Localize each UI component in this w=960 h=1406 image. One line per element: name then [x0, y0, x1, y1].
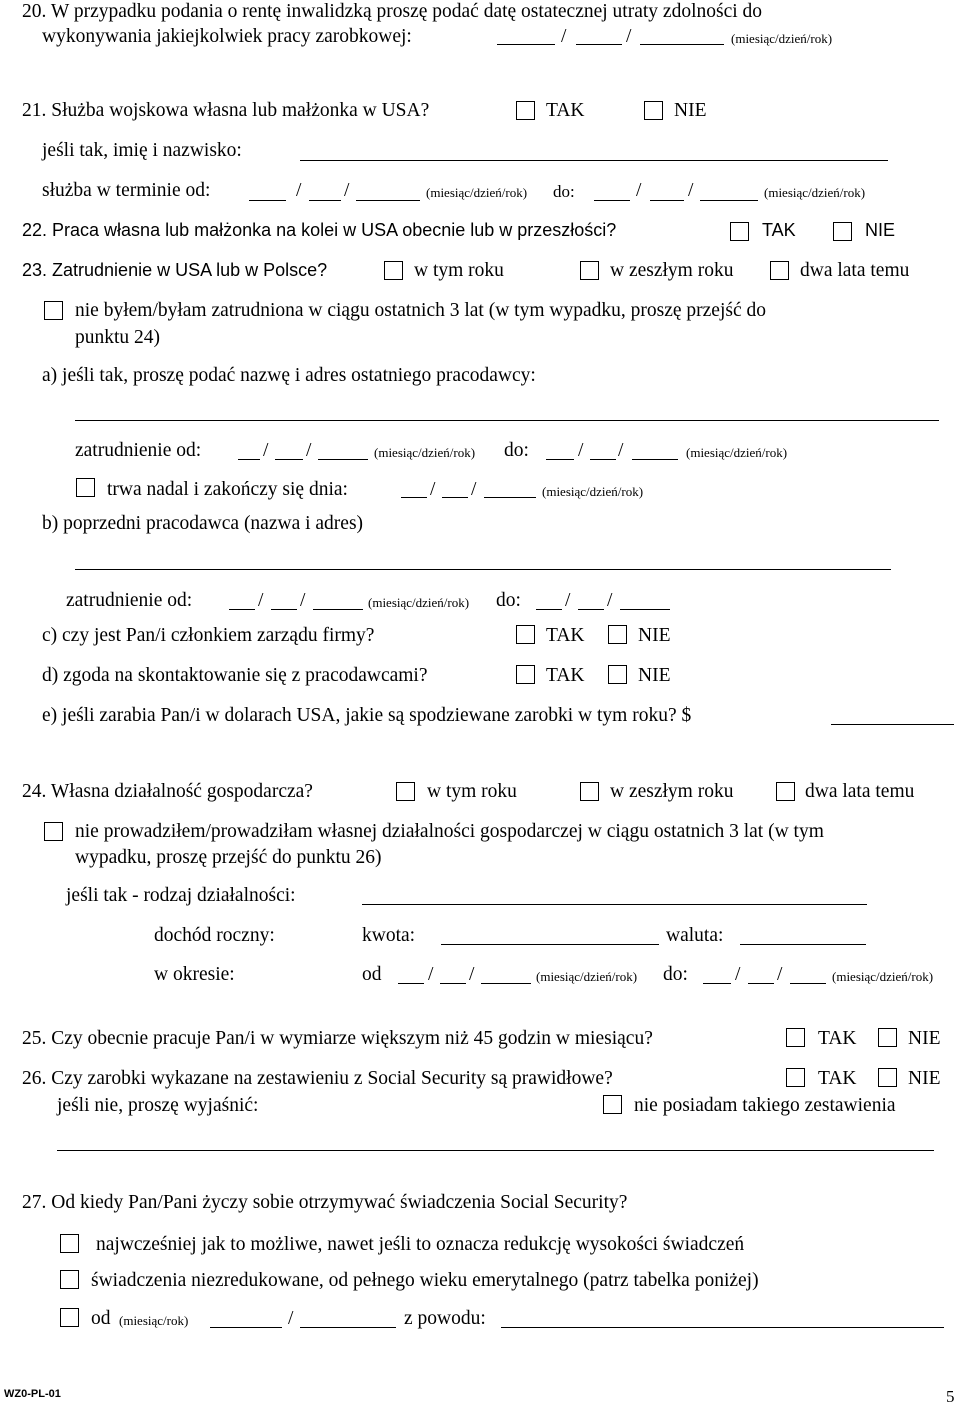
q27-opt1-checkbox[interactable]	[60, 1234, 79, 1253]
slash: /	[578, 440, 584, 461]
q21-to-year[interactable]	[700, 200, 758, 201]
q24-type-field[interactable]	[362, 904, 867, 905]
q24-this-year-label: w tym roku	[427, 781, 517, 802]
q26-nie-label: NIE	[908, 1068, 941, 1089]
q23-b-label: b) poprzedni pracodawca (nazwa i adres)	[42, 513, 364, 534]
slash: /	[618, 440, 624, 461]
q24-to-year[interactable]	[790, 983, 826, 984]
q24-period-label: w okresie:	[154, 964, 235, 985]
q23-a-from-day[interactable]	[275, 459, 303, 460]
slash: /	[636, 180, 642, 201]
q25-nie-label: NIE	[908, 1028, 941, 1049]
slash: /	[428, 964, 434, 985]
q23-d-tak-checkbox[interactable]	[516, 665, 535, 684]
q21-do-label: do:	[553, 182, 575, 201]
q23-d-nie-label: NIE	[638, 665, 671, 686]
date-format-hint: (miesiąc/dzień/rok)	[686, 445, 788, 460]
q24-none-checkbox[interactable]	[44, 822, 63, 841]
q24-none-line1: nie prowadziłem/prowadziłam własnej działalności gospodarczej w ciągu ostatnich 3 lat (w tym	[75, 821, 824, 842]
date-format-hint: (miesiąc/dzień/rok)	[368, 595, 470, 610]
slash: /	[607, 590, 613, 611]
slash: /	[565, 590, 571, 611]
q22-tak-label: TAK	[762, 220, 796, 240]
q23-a-end-year[interactable]	[484, 497, 536, 498]
q21-to-month[interactable]	[594, 200, 630, 201]
q23-b-to-month[interactable]	[536, 609, 562, 610]
slash: /	[471, 479, 477, 500]
q24-from-month[interactable]	[398, 983, 424, 984]
q22-title: 22. Praca własna lub małżonka na kolei w USA obecnie lub w przeszłości?	[22, 220, 617, 240]
q27-opt3-reason-label: z powodu:	[404, 1308, 486, 1329]
q24-two-years-label: dwa lata temu	[805, 781, 915, 802]
slash: /	[561, 26, 567, 47]
page-number: 5	[946, 1387, 955, 1406]
slash: /	[777, 964, 783, 985]
slash: /	[688, 180, 694, 201]
q24-currency-label: waluta:	[666, 925, 724, 946]
q23-a-from-year[interactable]	[318, 459, 368, 460]
q24-to-day[interactable]	[748, 983, 774, 984]
q26-explain-label: jeśli nie, proszę wyjaśnić:	[57, 1095, 259, 1116]
q23-a-from-month[interactable]	[238, 459, 260, 460]
q23-b-from-month[interactable]	[229, 609, 255, 610]
q23-a-end-month[interactable]	[401, 497, 427, 498]
slash: /	[469, 964, 475, 985]
q23-a-to-month[interactable]	[546, 459, 574, 460]
q27-opt3-format: (miesiąc/rok)	[119, 1313, 189, 1328]
date-format-hint: (miesiąc/dzień/rok)	[832, 969, 934, 984]
q23-this-year-label: w tym roku	[414, 260, 504, 281]
q26-tak-checkbox[interactable]	[786, 1068, 805, 1087]
q24-from-label: od	[362, 964, 382, 985]
q25-tak-checkbox[interactable]	[786, 1028, 805, 1047]
q27-opt2-label: świadczenia niezredukowane, od pełnego wieku emerytalnego (patrz tabelka poniżej)	[91, 1270, 759, 1291]
q21-tak-checkbox[interactable]	[516, 101, 535, 120]
q23-a-employment-from: zatrudnienie od:	[75, 440, 202, 461]
q23-this-year-checkbox[interactable]	[384, 261, 403, 280]
slash: /	[296, 180, 302, 201]
q21-from-year[interactable]	[356, 200, 420, 201]
q24-do-label: do:	[663, 964, 688, 985]
slash: /	[306, 440, 312, 461]
q23-c-tak-label: TAK	[546, 625, 585, 646]
date-format-hint: (miesiąc/dzień/rok)	[536, 969, 638, 984]
q23-c-nie-checkbox[interactable]	[608, 625, 627, 644]
q23-d-label: d) zgoda na skontaktowanie się z pracodawcami?	[42, 665, 428, 686]
q24-last-year-label: w zeszłym roku	[610, 781, 734, 802]
date-format-hint: (miesiąc/dzień/rok)	[764, 185, 866, 200]
slash: /	[258, 590, 264, 611]
q23-e-label: e) jeśli zarabia Pan/i w dolarach USA, jakie są spodziewane zarobki w tym roku? $	[42, 705, 692, 726]
q21-nie-label: NIE	[674, 100, 707, 121]
q24-last-year-checkbox[interactable]	[580, 782, 599, 801]
q22-tak-checkbox[interactable]	[730, 222, 749, 241]
q20-line1: 20. W przypadku podania o rentę inwalidzką proszę podać datę ostatecznej utraty zdolności do	[22, 1, 763, 22]
q23-b-from-year[interactable]	[313, 609, 363, 610]
slash: /	[344, 180, 350, 201]
q23-none-checkbox[interactable]	[44, 301, 63, 320]
q27-opt3-month[interactable]	[210, 1327, 282, 1328]
q23-b-to-year[interactable]	[620, 609, 670, 610]
slash: /	[288, 1308, 294, 1329]
q25-title: 25. Czy obecnie pracuje Pan/i w wymiarze większym niż 45 godzin w miesiącu?	[22, 1028, 653, 1049]
slash: /	[263, 440, 269, 461]
q22-nie-checkbox[interactable]	[833, 222, 852, 241]
q23-a-end-day[interactable]	[442, 497, 468, 498]
q21-to-day[interactable]	[650, 200, 684, 201]
q27-opt3-from: od	[91, 1308, 111, 1329]
q23-b-employer-field[interactable]	[75, 569, 891, 570]
q27-opt3-reason-field[interactable]	[501, 1327, 944, 1328]
q21-from-day[interactable]	[309, 200, 341, 201]
q21-service-label: służba w terminie od:	[42, 180, 211, 201]
q26-nie-checkbox[interactable]	[878, 1068, 897, 1087]
q26-no-statement-checkbox[interactable]	[603, 1095, 622, 1114]
date-format-hint: (miesiąc/dzień/rok)	[374, 445, 476, 460]
q21-name-label: jeśli tak, imię i nazwisko:	[42, 140, 242, 161]
q23-none-line1: nie byłem/byłam zatrudniona w ciągu ostatnich 3 lat (w tym wypadku, proszę przejść do	[75, 300, 766, 321]
q23-b-from-day[interactable]	[271, 609, 297, 610]
q24-to-month[interactable]	[703, 983, 731, 984]
q23-c-label: c) czy jest Pan/i członkiem zarządu firmy?	[42, 625, 375, 646]
form-code: WZ0-PL-01	[4, 1388, 61, 1400]
q21-name-field[interactable]	[300, 160, 888, 161]
q23-b-to-day[interactable]	[578, 609, 604, 610]
q23-a-to-day[interactable]	[590, 459, 616, 460]
q23-two-years-label: dwa lata temu	[800, 260, 910, 281]
q23-a-ongoing-label: trwa nadal i zakończy się dnia:	[107, 479, 348, 500]
q27-title: 27. Od kiedy Pan/Pani życzy sobie otrzymywać świadczenia Social Security?	[22, 1192, 628, 1213]
q24-two-years-checkbox[interactable]	[776, 782, 795, 801]
q23-a-ongoing-checkbox[interactable]	[76, 478, 95, 497]
q21-title: 21. Służba wojskowa własna lub małżonka w USA?	[22, 100, 430, 121]
q23-b-employment-from: zatrudnienie od:	[66, 590, 193, 611]
q20-day-field[interactable]	[576, 44, 622, 45]
q21-from-month[interactable]	[249, 200, 286, 201]
q24-type-label: jeśli tak - rodzaj działalności:	[66, 885, 296, 906]
q24-from-year[interactable]	[481, 983, 531, 984]
q23-a-employer-field[interactable]	[75, 420, 939, 421]
q21-nie-checkbox[interactable]	[644, 101, 663, 120]
q23-title: 23. Zatrudnienie w USA lub w Polsce?	[22, 260, 328, 280]
q24-title: 24. Własna działalność gospodarcza?	[22, 781, 313, 802]
q26-tak-label: TAK	[818, 1068, 857, 1089]
q24-amount-label: kwota:	[362, 925, 416, 946]
slash: /	[626, 26, 632, 47]
q24-currency-field[interactable]	[740, 944, 866, 945]
q23-c-nie-label: NIE	[638, 625, 671, 646]
date-format-hint: (miesiąc/dzień/rok)	[731, 31, 833, 46]
q23-a-do-label: do:	[504, 440, 529, 461]
slash: /	[430, 479, 436, 500]
q24-income-label: dochód roczny:	[154, 925, 275, 946]
q24-this-year-checkbox[interactable]	[396, 782, 415, 801]
q23-none-line2: punktu 24)	[75, 327, 161, 348]
q26-title: 26. Czy zarobki wykazane na zestawieniu z Social Security są prawidłowe?	[22, 1068, 613, 1089]
slash: /	[300, 590, 306, 611]
q23-e-earnings-field[interactable]	[831, 724, 954, 725]
q26-explain-field[interactable]	[57, 1150, 934, 1151]
q23-d-tak-label: TAK	[546, 665, 585, 686]
q25-tak-label: TAK	[818, 1028, 857, 1049]
q23-d-nie-checkbox[interactable]	[608, 665, 627, 684]
q24-amount-field[interactable]	[441, 944, 659, 945]
date-format-hint: (miesiąc/dzień/rok)	[426, 185, 528, 200]
q24-from-day[interactable]	[440, 983, 466, 984]
date-format-hint: (miesiąc/dzień/rok)	[542, 484, 644, 499]
q23-two-years-checkbox[interactable]	[770, 261, 789, 280]
q27-opt1-label: najwcześniej jak to możliwe, nawet jeśli to oznacza redukcję wysokości świadczeń	[96, 1234, 745, 1255]
q23-a-label: a) jeśli tak, proszę podać nazwę i adres ostatniego pracodawcy:	[42, 365, 536, 386]
q23-c-tak-checkbox[interactable]	[516, 625, 535, 644]
q27-opt3-year[interactable]	[300, 1327, 396, 1328]
q23-last-year-checkbox[interactable]	[580, 261, 599, 280]
q22-nie-label: NIE	[865, 220, 896, 240]
q20-month-field[interactable]	[497, 44, 555, 45]
q24-none-line2: wypadku, proszę przejść do punktu 26)	[75, 847, 382, 868]
q26-no-statement-label: nie posiadam takiego zestawienia	[634, 1095, 896, 1116]
q20-line2: wykonywania jakiejkolwiek pracy zarobkowej:	[42, 26, 412, 47]
q25-nie-checkbox[interactable]	[878, 1028, 897, 1047]
q27-opt2-checkbox[interactable]	[60, 1270, 79, 1289]
q23-last-year-label: w zeszłym roku	[610, 260, 734, 281]
q23-a-to-year[interactable]	[632, 459, 678, 460]
slash: /	[735, 964, 741, 985]
q23-b-do-label: do:	[496, 590, 521, 611]
q20-year-field[interactable]	[640, 44, 724, 45]
q27-opt3-checkbox[interactable]	[60, 1308, 79, 1327]
q21-tak-label: TAK	[546, 100, 585, 121]
